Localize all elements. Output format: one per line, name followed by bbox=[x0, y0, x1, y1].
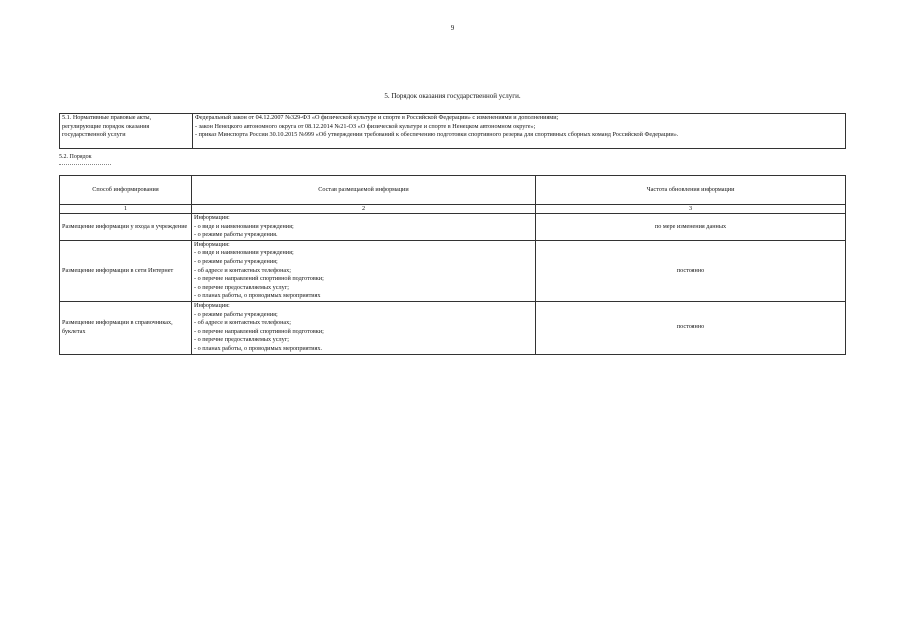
info-item: - о режиме работы учреждения. bbox=[194, 231, 278, 239]
info-frequency: постоянно bbox=[536, 301, 846, 354]
info-item: - об адресе и контактных телефонах; bbox=[194, 266, 291, 274]
table-header-row bbox=[60, 176, 846, 205]
info-content bbox=[192, 214, 536, 241]
table-row bbox=[60, 214, 846, 241]
info-item: - об адресе и контактных телефонах; bbox=[194, 319, 291, 327]
info-item: - о перечне предоставляемых услуг; bbox=[194, 336, 289, 344]
information-table bbox=[59, 175, 846, 355]
legal-act-line: Федеральный закон от 04.12.2007 №329-ФЗ «О физической культуре и спорте в Российской Федерации» с изменениями и дополнениями; bbox=[195, 114, 559, 121]
column-number: 2 bbox=[192, 205, 536, 214]
info-content bbox=[192, 301, 536, 354]
column-number-row bbox=[60, 205, 846, 214]
info-method: Размещение информации в справочниках, буклетах bbox=[60, 301, 192, 354]
info-item: - о перечне направлений спортивной подготовки; bbox=[194, 327, 324, 335]
legal-act-line: - закон Ненецкого автономного округа от 08.12.2014 №21-ОЗ «О физической культуре и спорте в Ненецком автономном округе»; bbox=[195, 122, 536, 130]
column-number: 3 bbox=[536, 205, 846, 214]
info-item: - о виде и наименовании учреждения; bbox=[194, 222, 294, 230]
section-title: 5. Порядок оказания государственной услуги. bbox=[384, 92, 521, 100]
info-item: Информация: bbox=[194, 214, 230, 221]
info-item: - о планах работы, о проводимых мероприятиях. bbox=[194, 344, 323, 352]
info-item: - о режиме работы учреждения; bbox=[194, 257, 278, 265]
legal-acts-table bbox=[59, 113, 846, 149]
info-method: Размещение информации в сети Интернет bbox=[60, 240, 192, 301]
column-number: 1 bbox=[60, 205, 192, 214]
info-item: - о режиме работы учреждения; bbox=[194, 310, 278, 318]
info-content bbox=[192, 240, 536, 301]
info-item: Информация: bbox=[194, 240, 230, 248]
legal-acts-label: 5.1. Нормативные правовые акты, регулирующие порядок оказания государственной услуги bbox=[60, 114, 193, 149]
subsection-heading bbox=[59, 154, 111, 165]
table-row bbox=[60, 301, 846, 354]
subsection-divider bbox=[59, 161, 111, 165]
info-frequency: по мере изменения данных bbox=[536, 214, 846, 241]
page-number: 9 bbox=[450, 24, 455, 32]
table-row bbox=[60, 114, 846, 149]
column-header: Способ информирования bbox=[60, 176, 192, 205]
legal-act-line: - приказ Минспорта России 30.10.2015 №999 «Об утверждении требований к обеспечению подготовки спортивного резерва для спортивных сборных команд Российской Федерации». bbox=[195, 131, 679, 139]
subsection-label: 5.2. Порядок bbox=[59, 154, 92, 160]
legal-acts-content bbox=[193, 114, 846, 149]
info-item: - о планах работы, о проводимых мероприятиях bbox=[194, 292, 321, 300]
info-method: Размещение информации у входа в учреждение bbox=[60, 214, 192, 241]
info-frequency: постоянно bbox=[536, 240, 846, 301]
info-item: - о перечне направлений спортивной подготовки; bbox=[194, 275, 324, 283]
column-header: Частота обновления информации bbox=[536, 176, 846, 205]
table-row bbox=[60, 240, 846, 301]
info-item: - о перечне предоставляемых услуг; bbox=[194, 283, 289, 291]
info-item: Информация: bbox=[194, 301, 230, 309]
column-header: Состав размещаемой информации bbox=[192, 176, 536, 205]
info-item: - о виде и наименовании учреждения; bbox=[194, 249, 294, 257]
